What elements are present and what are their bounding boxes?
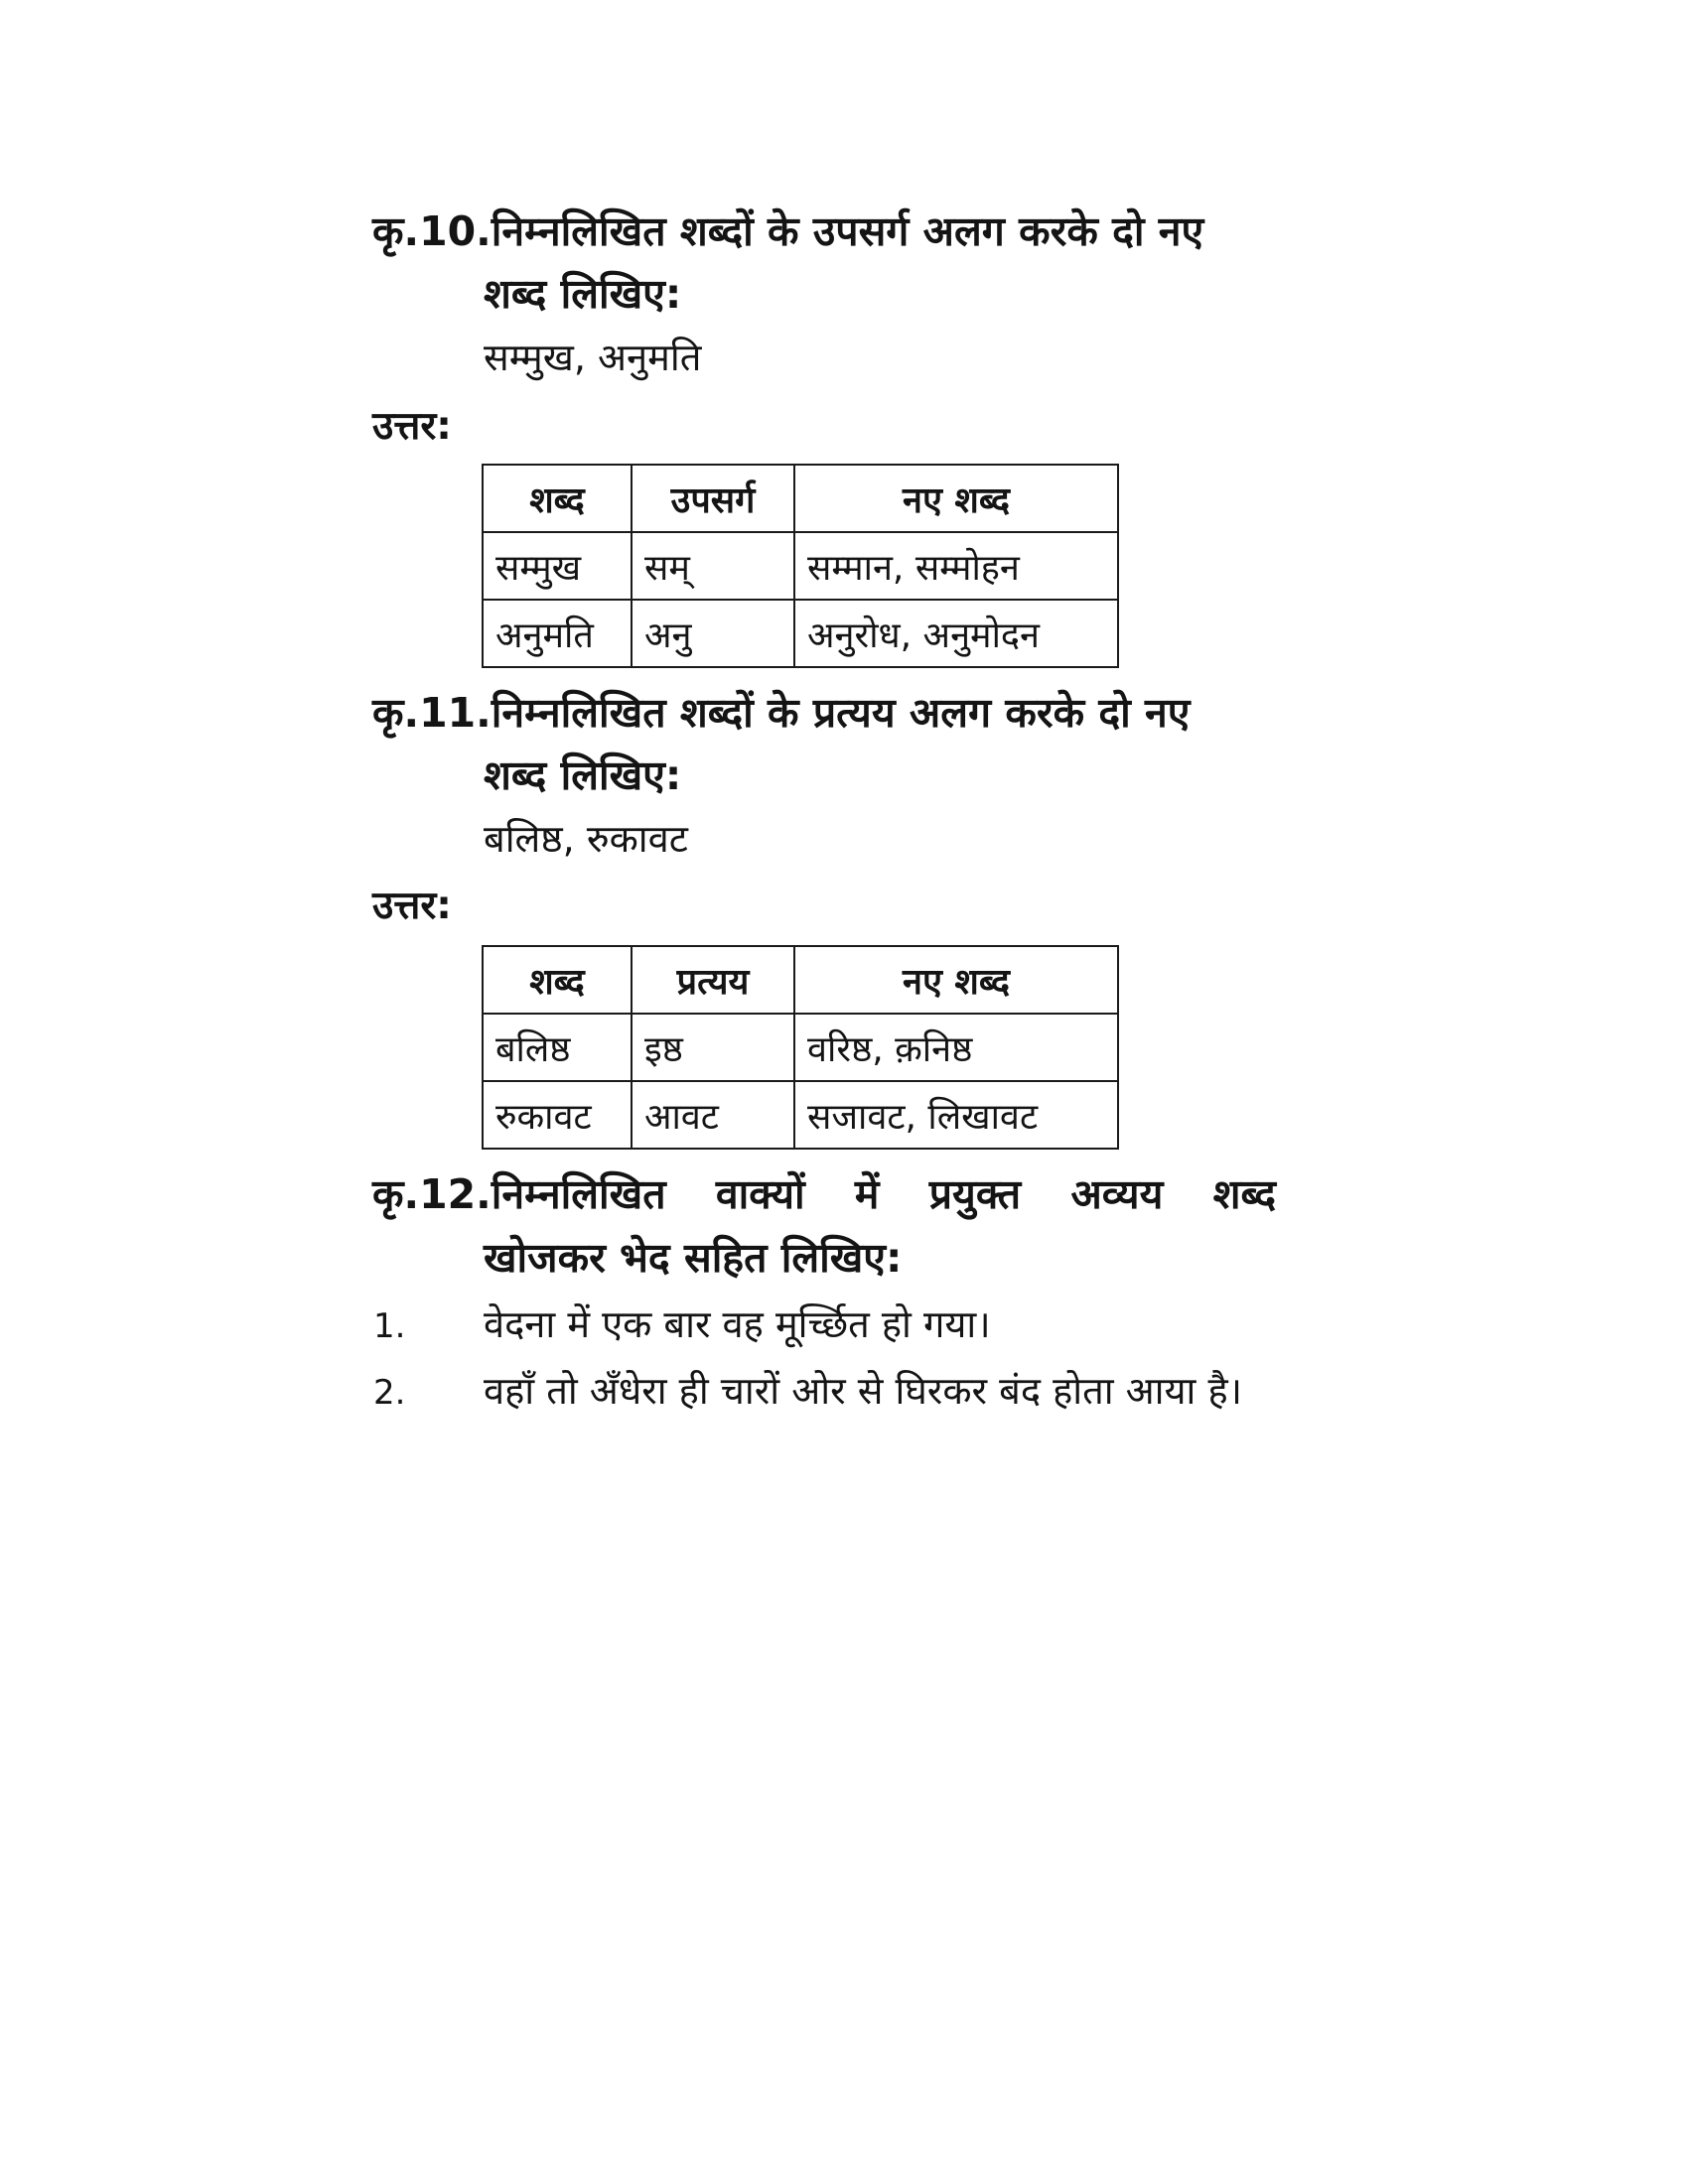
table-row xyxy=(483,532,1118,600)
sentence-number: 1. xyxy=(373,1306,406,1346)
cell-word: सम्मुख xyxy=(483,532,632,600)
q12-heading-word: अव्यय xyxy=(1070,1170,1164,1218)
table-row xyxy=(483,1014,1118,1081)
cell-word: बलिष्ठ xyxy=(483,1014,632,1081)
q10-heading-cont: शब्द लिखिए: xyxy=(484,270,682,318)
cell-word: रुकावट xyxy=(483,1081,632,1149)
q10-answer-label: उत्तर: xyxy=(372,404,452,449)
q10-answer-table xyxy=(482,464,1119,668)
cell-prefix: सम् xyxy=(632,532,794,600)
q12-heading-word: प्रयुक्त xyxy=(928,1170,1022,1218)
q12-heading-word: कृ.12.निम्नलिखित xyxy=(372,1170,666,1218)
table-row xyxy=(483,600,1118,667)
q12-heading-word: वाक्यों xyxy=(715,1170,805,1218)
header-suffix: प्रत्यय xyxy=(632,946,794,1014)
q11-words: बलिष्ठ, रुकावट xyxy=(484,817,688,861)
cell-new-words: अनुरोध, अनुमोदन xyxy=(794,600,1118,667)
cell-prefix: अनु xyxy=(632,600,794,667)
q10-heading: कृ.10.निम्नलिखित शब्दों के उपसर्ग अलग करके दो नए xyxy=(372,207,1204,255)
header-word: शब्द xyxy=(483,946,632,1014)
sentence-number: 2. xyxy=(373,1373,406,1413)
q12-heading-word: में xyxy=(854,1170,880,1218)
q11-heading-cont: शब्द लिखिए: xyxy=(484,751,682,799)
cell-suffix: आवट xyxy=(632,1081,794,1149)
header-prefix: उपसर्ग xyxy=(632,465,794,532)
sentence-text: वेदना में एक बार वह मूर्च्छित हो गया। xyxy=(484,1302,991,1346)
header-new-words: नए शब्द xyxy=(794,946,1118,1014)
q12-heading-cont: खोजकर भेद सहित लिखिए: xyxy=(484,1234,903,1282)
q11-heading: कृ.11.निम्नलिखित शब्दों के प्रत्यय अलग करके दो नए xyxy=(372,689,1191,737)
cell-word: अनुमति xyxy=(483,600,632,667)
cell-new-words: वरिष्ठ, क़निष्ठ xyxy=(794,1014,1118,1081)
cell-new-words: सम्मान, सम्मोहन xyxy=(794,532,1118,600)
table-header-row xyxy=(483,946,1118,1014)
sentence-text: वहाँ तो अँधेरा ही चारों ओर से घिरकर बंद होता आया है। xyxy=(484,1369,1243,1413)
q12-heading xyxy=(372,1169,1276,1219)
q10-words: सम्मुख, अनुमति xyxy=(484,336,702,379)
header-new-words: नए शब्द xyxy=(794,465,1118,532)
q11-answer-label: उत्तर: xyxy=(372,884,452,928)
cell-new-words: सजावट, लिखावट xyxy=(794,1081,1118,1149)
q12-heading-word: शब्द xyxy=(1212,1170,1276,1218)
cell-suffix: इष्ठ xyxy=(632,1014,794,1081)
table-row xyxy=(483,1081,1118,1149)
table-header-row xyxy=(483,465,1118,532)
header-word: शब्द xyxy=(483,465,632,532)
q11-answer-table xyxy=(482,945,1119,1150)
